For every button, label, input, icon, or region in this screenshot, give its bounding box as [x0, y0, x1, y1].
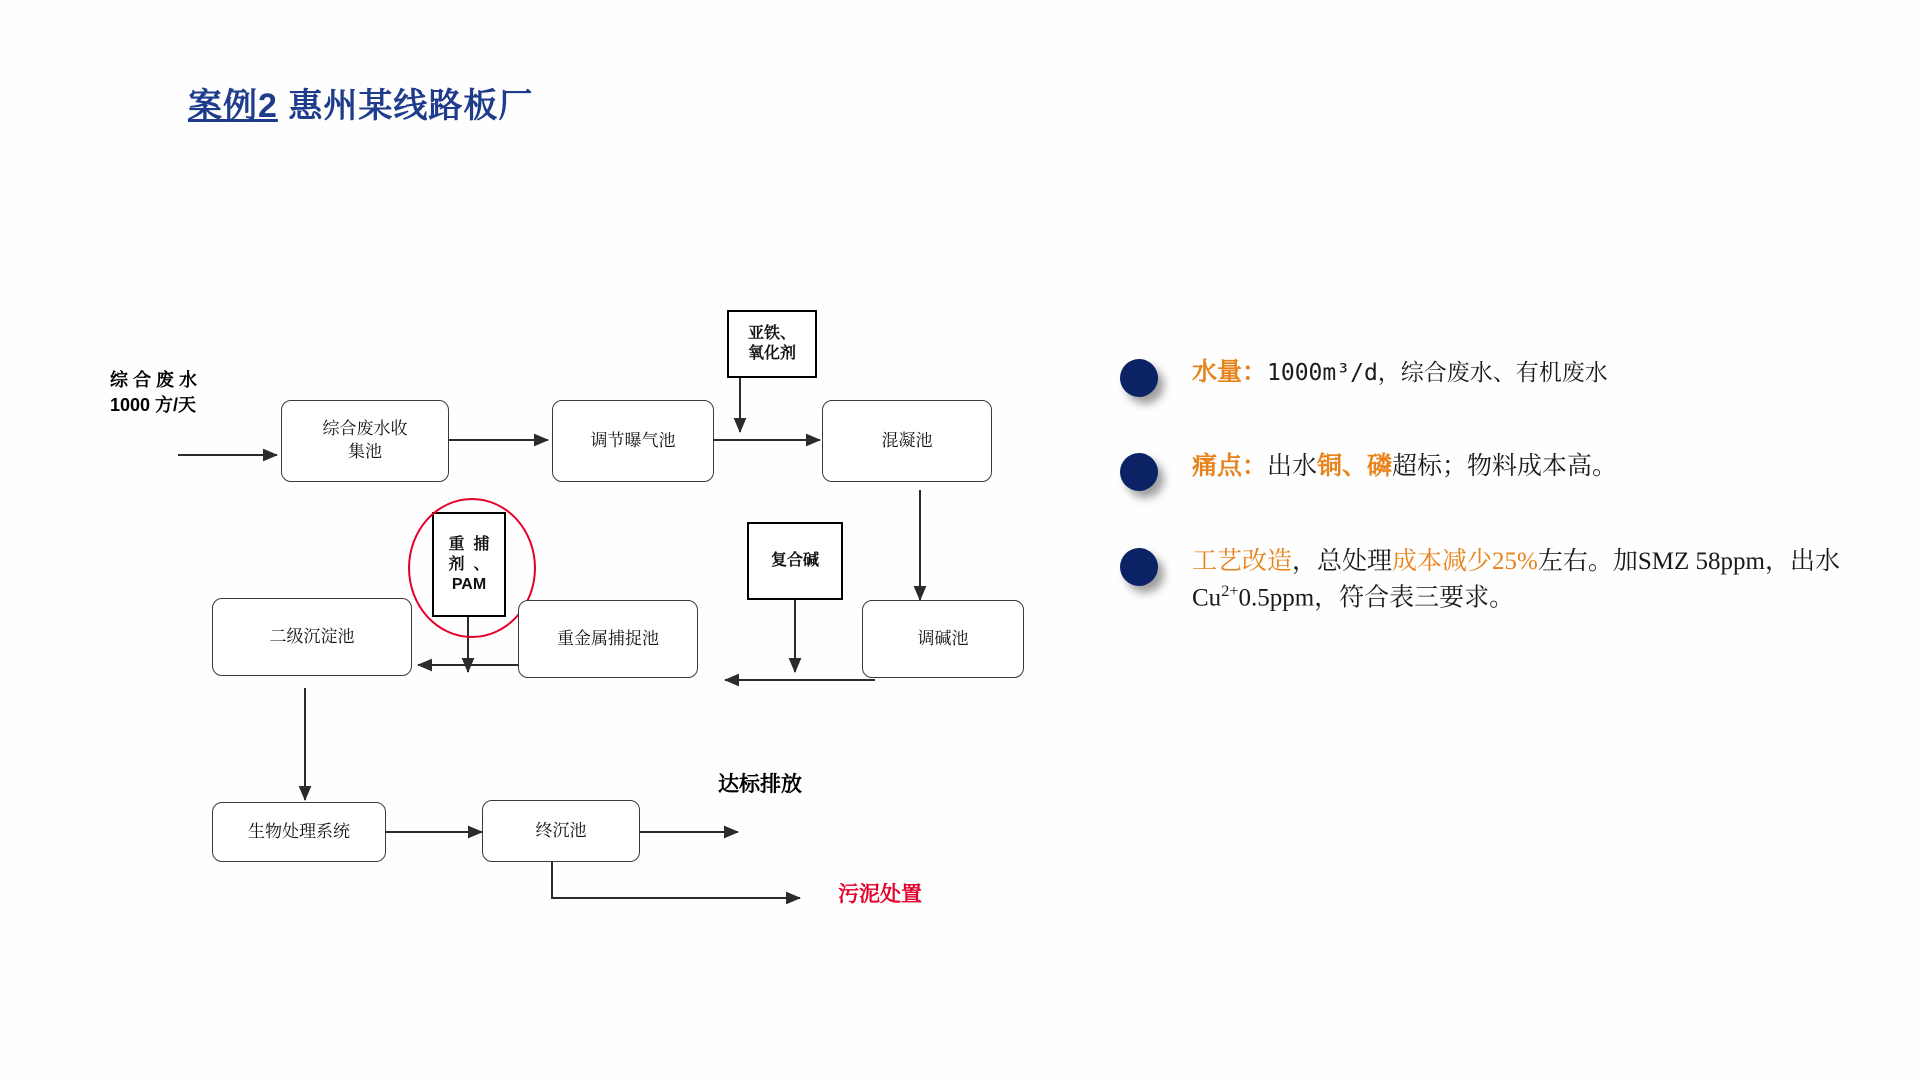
bullet-item-process-upgrade — [1120, 544, 1900, 617]
bullet-upgrade-seg1: ，总处理 — [1292, 547, 1393, 575]
node-reagent-capture-pam: 重 捕 剂 、 PAM — [432, 512, 506, 617]
bullet-pain-pre: 出水 — [1267, 453, 1318, 481]
node-metal-capture-tank[interactable]: 重金属捕捉池 — [518, 600, 698, 678]
node-compound-alkali: 复合碱 — [747, 522, 843, 600]
page-title-prefix: 案例2 — [188, 87, 278, 125]
bullet-upgrade-label: 工艺改造 — [1192, 547, 1293, 575]
node-final-settling-tank[interactable]: 终沉池 — [482, 800, 640, 862]
node-ph-adjust-tank[interactable]: 调碱池 — [862, 600, 1024, 678]
bullet-dot-icon — [1120, 359, 1158, 397]
node-reagent-ferrous-oxidant: 亚铁、 氧化剂 — [727, 310, 817, 378]
bullet-dot-icon — [1120, 453, 1158, 491]
bullet-dot-icon — [1120, 548, 1158, 586]
node-bio-treatment-system[interactable]: 生物处理系统 — [212, 802, 386, 862]
inlet-label: 综 合 废 水 1000 方/天 — [110, 370, 198, 416]
bullet-list — [1120, 355, 1900, 674]
bullet-text-pain-point — [1192, 449, 1900, 485]
node-coagulation-tank[interactable]: 混凝池 — [822, 400, 992, 482]
page-title-rest: 惠州某线路板厂 — [288, 87, 534, 125]
bullet-label-water-volume: 水量： — [1192, 359, 1268, 386]
bullet-upgrade-seg3: 0.5ppm，符合表三要求。 — [1238, 584, 1515, 612]
bullet-upgrade-seg2: 左右。加SMZ 58ppm，出水Cu — [1192, 547, 1840, 612]
bullet-upgrade-highlight: 成本减少25% — [1392, 547, 1538, 575]
bullet-item-water-volume — [1120, 355, 1900, 391]
bullet-label-pain-point: 痛点： — [1192, 453, 1268, 481]
label-sludge-disposal: 污泥处置 — [838, 883, 922, 906]
node-secondary-settling-tank[interactable]: 二级沉淀池 — [212, 598, 412, 676]
bullet-pain-post: 超标；物料成本高。 — [1392, 453, 1618, 481]
bullet-value-water-volume: 1000m³/d，综合废水、有机废水 — [1267, 360, 1608, 386]
bullet-pain-highlight: 铜、磷 — [1317, 453, 1393, 481]
label-compliant-discharge: 达标排放 — [718, 773, 802, 796]
highlight-ellipse — [408, 498, 536, 638]
bullet-upgrade-sup: 2+ — [1221, 581, 1239, 600]
bullet-text-process-upgrade — [1192, 544, 1900, 617]
bullet-item-pain-point — [1120, 449, 1900, 485]
node-aeration-tank[interactable]: 调节曝气池 — [552, 400, 714, 482]
bullet-text-water-volume — [1192, 355, 1900, 391]
node-collect-tank[interactable]: 综合废水收 集池 — [281, 400, 449, 482]
